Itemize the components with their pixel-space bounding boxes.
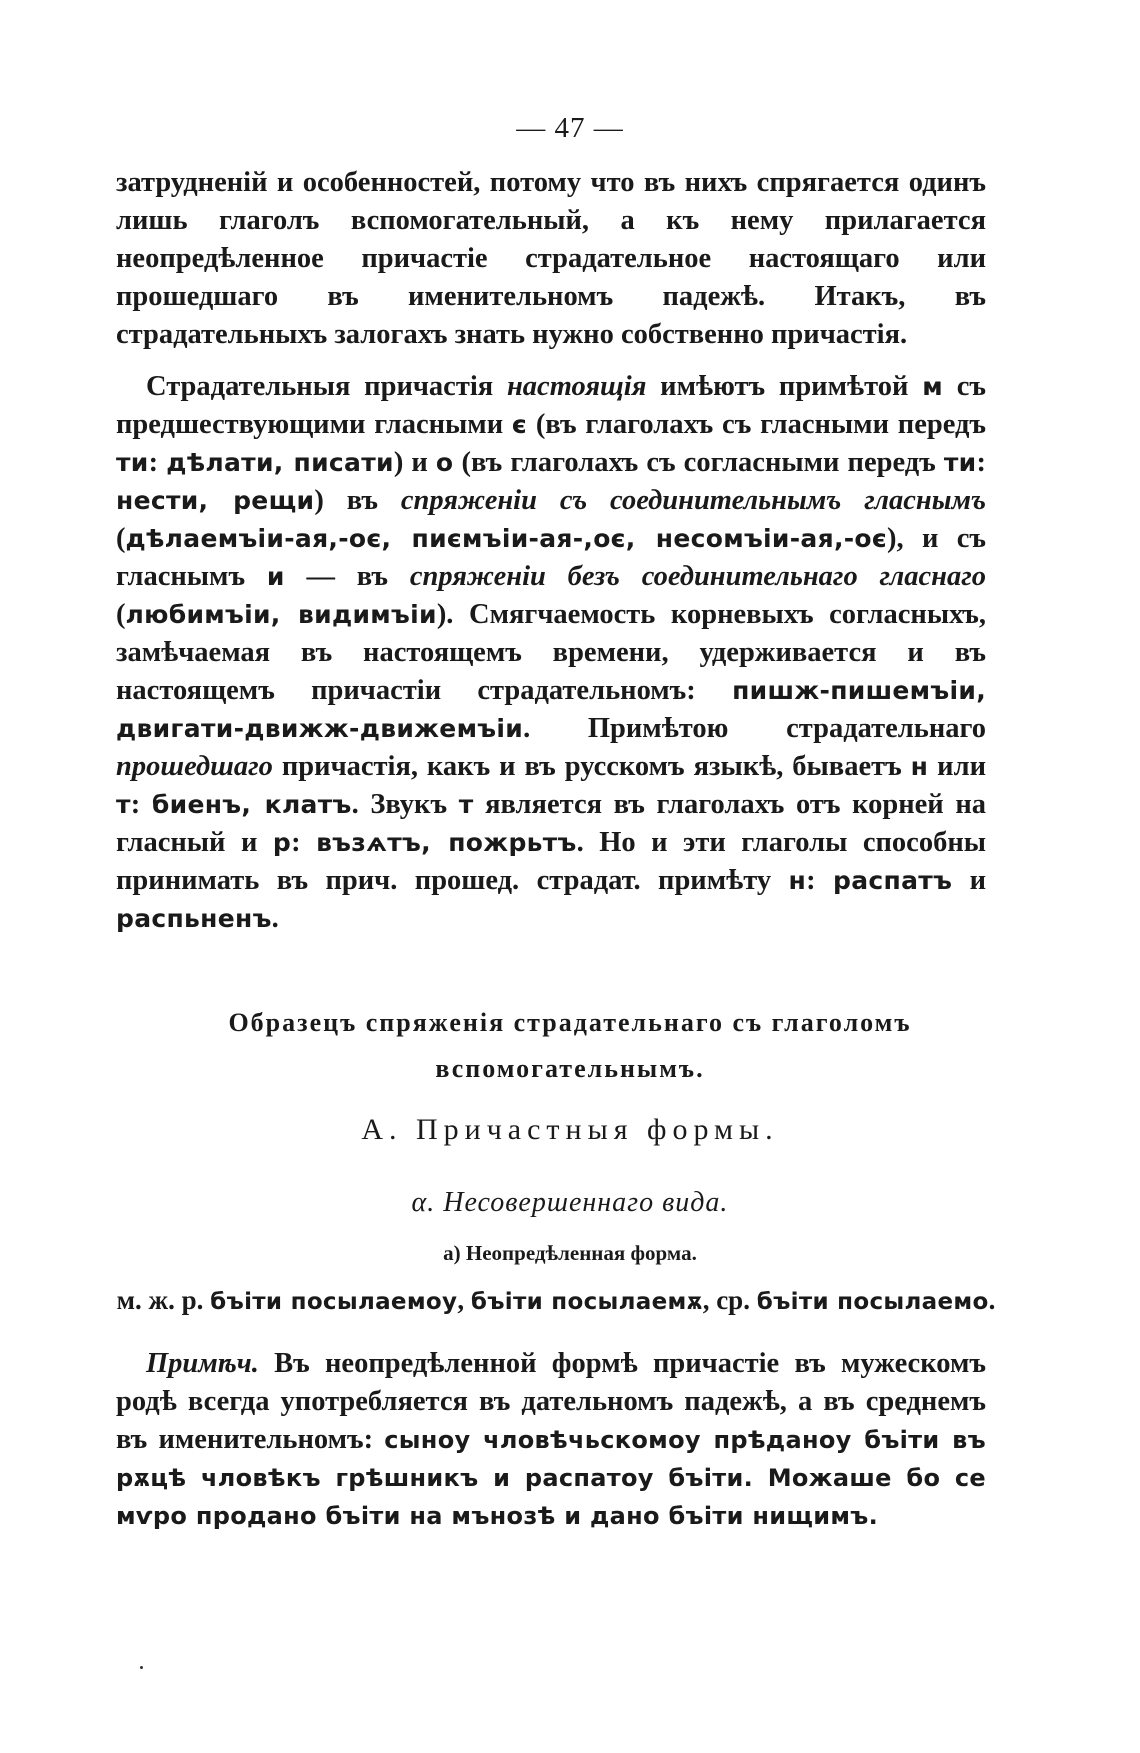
italic-term: настоящія [506,371,647,402]
text-run: ) въ [314,485,401,516]
text-run: : [976,447,986,478]
separator: , [457,1285,471,1315]
section-heading-line1: Образецъ спряженія страдательнаго съ глаголомъ [228,1008,912,1037]
neuter-label: , ср. [702,1285,757,1315]
text-run: . [271,903,279,934]
text-run: причастія, какъ и въ русскомъ языкѣ, бываетъ [272,751,911,782]
italic-term: прошедшаго [116,751,273,782]
slavonic-example: н [788,866,807,895]
text-run: : [291,827,317,858]
feminine-form: бъіти посылаемѫ [470,1289,703,1315]
section-heading-line2: вспомогательнымъ. [435,1054,705,1083]
section-heading [0,1000,1140,1092]
slavonic-quote: сыноу чловѣчьскомоу прѣданоу бъіти въ рѫцѣ чловѣкъ грѣшникъ и распатоу бъіти. Можаше бо се мѵро продано бъіти на мънозѣ и дано бъіти нищимъ. [116,1426,987,1530]
slavonic-example: т [458,790,474,819]
conjugation-forms-line [116,1285,996,1316]
text-run: : [148,447,167,478]
text-run: ). Смягчаемость корневыхъ согласныхъ, замѣчаемая въ настоящемъ времени, удерживается и въ настоящемъ причастіи страдательномъ: [116,599,986,706]
slavonic-example: о [435,448,454,477]
slavonic-example: ти [943,448,977,477]
slavonic-example: и [266,562,285,591]
text-run: является въ глаголахъ отъ корней на гласный и [116,789,987,858]
text-run: : [806,865,834,896]
slavonic-example: распатъ [833,866,953,895]
slavonic-example: т [116,790,131,819]
subheading-infinitive-form: а) Неопредѣленная форма. [443,1241,697,1265]
text-run: ) и [393,447,436,478]
text-run: Въ неопредѣленной формѣ причастіе въ мужескомъ родѣ всегда употребляется въ дательномъ падежѣ, а въ среднемъ въ именительномъ: [116,1348,986,1455]
italic-term: спряженіи съ соединительнымъ гласнымъ [400,485,987,516]
text-run: . Но и эти глаголы способны принимать въ прич. прошед. страдат. примѣту [116,827,986,896]
text-run: (въ глаголахъ съ согласными передъ [453,447,944,478]
slavonic-example: дѣлати, писати [166,448,394,477]
text-run: — въ [284,561,410,592]
text-run: . Звукъ [351,789,459,820]
slavonic-example: пишж-пишемъіи, двигати-движж-движемъіи [116,676,986,743]
subheading-imperfective: α. Несовершеннаго вида. [411,1187,729,1218]
text-run: : [130,789,152,820]
slavonic-example: є [511,410,528,439]
italic-term: спряженіи безъ соединительнаго гласнаго [409,561,986,592]
slavonic-example: възѧтъ, пожрьтъ [316,828,577,857]
paragraph-intro-text: затрудненій и особенностей, потому что въ нихъ спрягается одинъ лишь глаголъ вспомогательный, а къ нему прилагается неопредѣленное причастіе страдательное настоящаго или прошедшаго въ именительномъ падежѣ. Итакъ, въ страдательныхъ залогахъ знать нужно собственно причастія. [116,167,986,350]
slavonic-example: распьненъ [116,904,272,933]
note-label: Примѣч. [146,1348,259,1379]
text-run: ), и съ гласнымъ [116,523,986,592]
slavonic-example: ти [116,448,149,477]
slavonic-example: н [910,752,929,781]
text-run: Страдательныя причастія [146,371,507,402]
neuter-form: бъіти посылаемо [756,1289,989,1315]
end-period: . [988,1285,996,1315]
text-run: ( [116,523,126,554]
gender-label: м. ж. р. [116,1285,211,1315]
slavonic-example: любимъіи, видимъіи [125,600,437,629]
text-run: имѣютъ примѣтой [646,371,923,402]
text-run: и [952,865,986,896]
paragraph-present-participles [116,368,986,938]
text-run: ( [116,599,126,630]
print-speck [140,1666,143,1669]
page-number: — 47 — [516,112,624,144]
text-run: съ предшествующими гласными [116,371,987,440]
slavonic-example: нести, рещи [116,486,315,515]
slavonic-example: дѣлаемъіи-ая,-оє, пиємъіи-ая-,оє, несомъіи-ая,-оє [125,524,888,553]
subheading-participial-forms: А. Причастныя формы. [361,1113,779,1146]
slavonic-example: м [922,372,943,401]
text-run: . Примѣтою страдательнаго [523,713,986,744]
text-run: или [928,751,986,782]
paragraph-intro [116,164,986,354]
text-run: (въ глаголахъ съ гласными передъ [527,409,987,440]
masculine-form: бъіти посылаемоу [210,1289,458,1315]
paragraph-note [116,1345,986,1535]
slavonic-example: биенъ, клатъ [151,790,352,819]
slavonic-example: р [272,828,292,857]
